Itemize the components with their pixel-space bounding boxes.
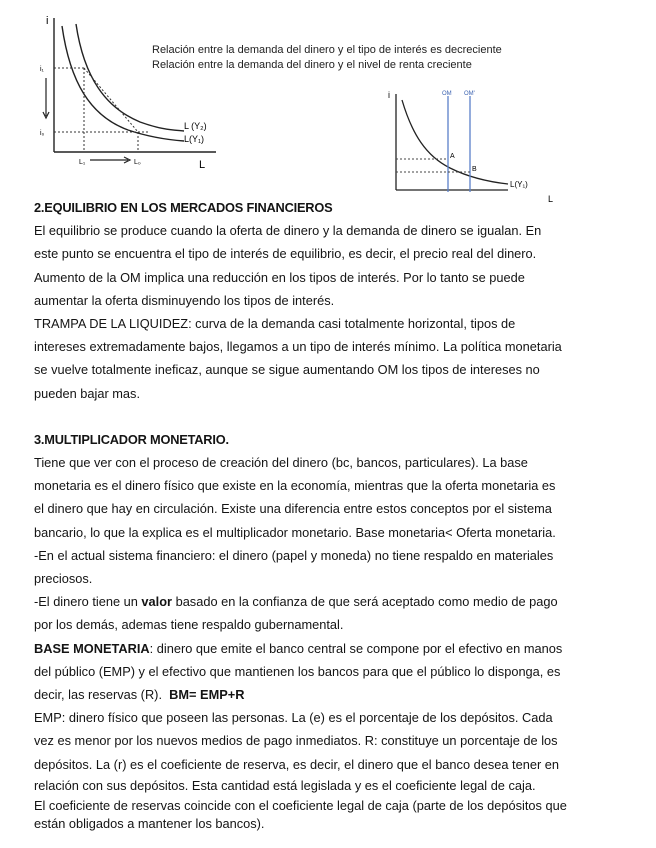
section3-line: bancario, lo que la explica es el multiplicador monetario. Base monetaria< Oferta monetaria. [34, 524, 556, 540]
valor-bold: valor [141, 594, 173, 610]
graph2-om2-label: OM' [464, 91, 475, 97]
graph2-y-label: i [388, 90, 390, 100]
reservas-line: decir, las reservas (R). BM= EMP+R [34, 687, 245, 703]
section2-heading: 2.EQUILIBRIO EN LOS MERCADOS FINANCIEROS [34, 200, 333, 215]
graph2-point-a: A [450, 153, 455, 160]
section3-line: del público (EMP) y el efectivo que mantienen los bancos para que el público lo disponga, es [34, 663, 561, 679]
base-monetaria-line: BASE MONETARIA: dinero que emite el banco central se compone por el efectivo en manos [34, 640, 563, 656]
section2-line: El equilibrio se produce cuando la oferta de dinero y la demanda de dinero se igualan. En [34, 223, 542, 239]
section2-line: se vuelve totalmente ineficaz, aunque se sigue aumentando OM los tipos de intereses no [34, 362, 540, 378]
section2-line: aumentar la oferta disminuyendo los tipos de interés. [34, 292, 335, 308]
section3-line: preciosos. [34, 571, 93, 587]
section2-line: Aumento de la OM implica una reducción en los tipos de interés. Por lo tanto se puede [34, 269, 525, 285]
section3-line: por los demás, ademas tiene respaldo gubernamental. [34, 617, 344, 633]
emp-line: depósitos. La (r) es el coeficiente de reserva, es decir, el dinero que el banco desea tener en [34, 756, 559, 772]
graph-caption [152, 43, 502, 73]
graph1-tick-l1: L₁ [79, 159, 86, 166]
document-body [34, 196, 634, 832]
section2-line: este punto se encuentra el tipo de interés de equilibrio, es decir, el precio real del dinero. [34, 246, 537, 262]
graph2-point-b: B [472, 166, 477, 173]
section2-line: TRAMPA DE LA LIQUIDEZ: curva de la demanda casi totalmente horizontal, tipos de [34, 316, 516, 332]
emp-line: vez es menor por los nuevos medios de pago inmediatos. R: constituye un porcentaje de los [34, 733, 558, 749]
section3-line: el dinero que hay en circulación. Existe una diferencia entre estos conceptos por el sistema [34, 501, 552, 517]
caption-line-2: Relación entre la demanda del dinero y el nivel de renta creciente [152, 59, 472, 71]
money-market-graph [384, 86, 560, 202]
section2-line: pueden bajar mas. [34, 385, 140, 401]
graph1-tick-l0: L₀ [134, 159, 141, 166]
valor-line: -El dinero tiene un valor basado en la confianza de que será aceptado como medio de pago [34, 594, 558, 610]
graph2-om-label: OM [442, 91, 452, 97]
graph1-x-label: L [199, 159, 206, 171]
section3-line: Tiene que ver con el proceso de creación del dinero (bc, bancos, particulares). La base [34, 455, 528, 471]
section3-heading: 3.MULTIPLICADOR MONETARIO. [34, 431, 229, 447]
graph1-curve-label-y2: L (Y₂) [184, 121, 207, 131]
graph1-tick-i1: i₁ [40, 66, 44, 73]
emp-line: EMP: dinero físico que poseen las personas. La (e) es el porcentaje de los depósitos. Cada [34, 710, 553, 726]
graph1-tick-i0: i₀ [40, 130, 45, 137]
bm-formula: BM= EMP+R [169, 687, 245, 703]
emp-line: relación con sus depósitos. Esta cantidad está legislada y es el coeficiente legal de caja. [34, 777, 536, 793]
money-demand-graph [28, 12, 228, 172]
graph1-y-label: i [46, 15, 49, 27]
graph2-x-label: L [548, 194, 554, 202]
section2-line: intereses extremadamente bajos, llegamos a un tipo de interés mínimo. La política monetaria [34, 339, 562, 355]
graph1-curve-label-y1: L(Y₁) [184, 134, 205, 144]
coef-line: El coeficiente de reservas coincide con el coeficiente legal de caja (parte de los depósitos que [34, 797, 567, 813]
section3-line: monetaria es el dinero físico que existe en la economía, mientras que la oferta monetaria es [34, 478, 556, 494]
graph2-curve-label: L(Y₁) [510, 180, 528, 189]
coef-line: están obligados a mantener los bancos). [34, 815, 265, 831]
section3-line: -En el actual sistema financiero: el dinero (papel y moneda) no tiene respaldo en materiales [34, 547, 554, 563]
base-monetaria-term: BASE MONETARIA [34, 640, 150, 656]
graph2-demand-curve [402, 100, 508, 184]
caption-line-1: Relación entre la demanda del dinero y el tipo de interés es decreciente [152, 44, 502, 56]
